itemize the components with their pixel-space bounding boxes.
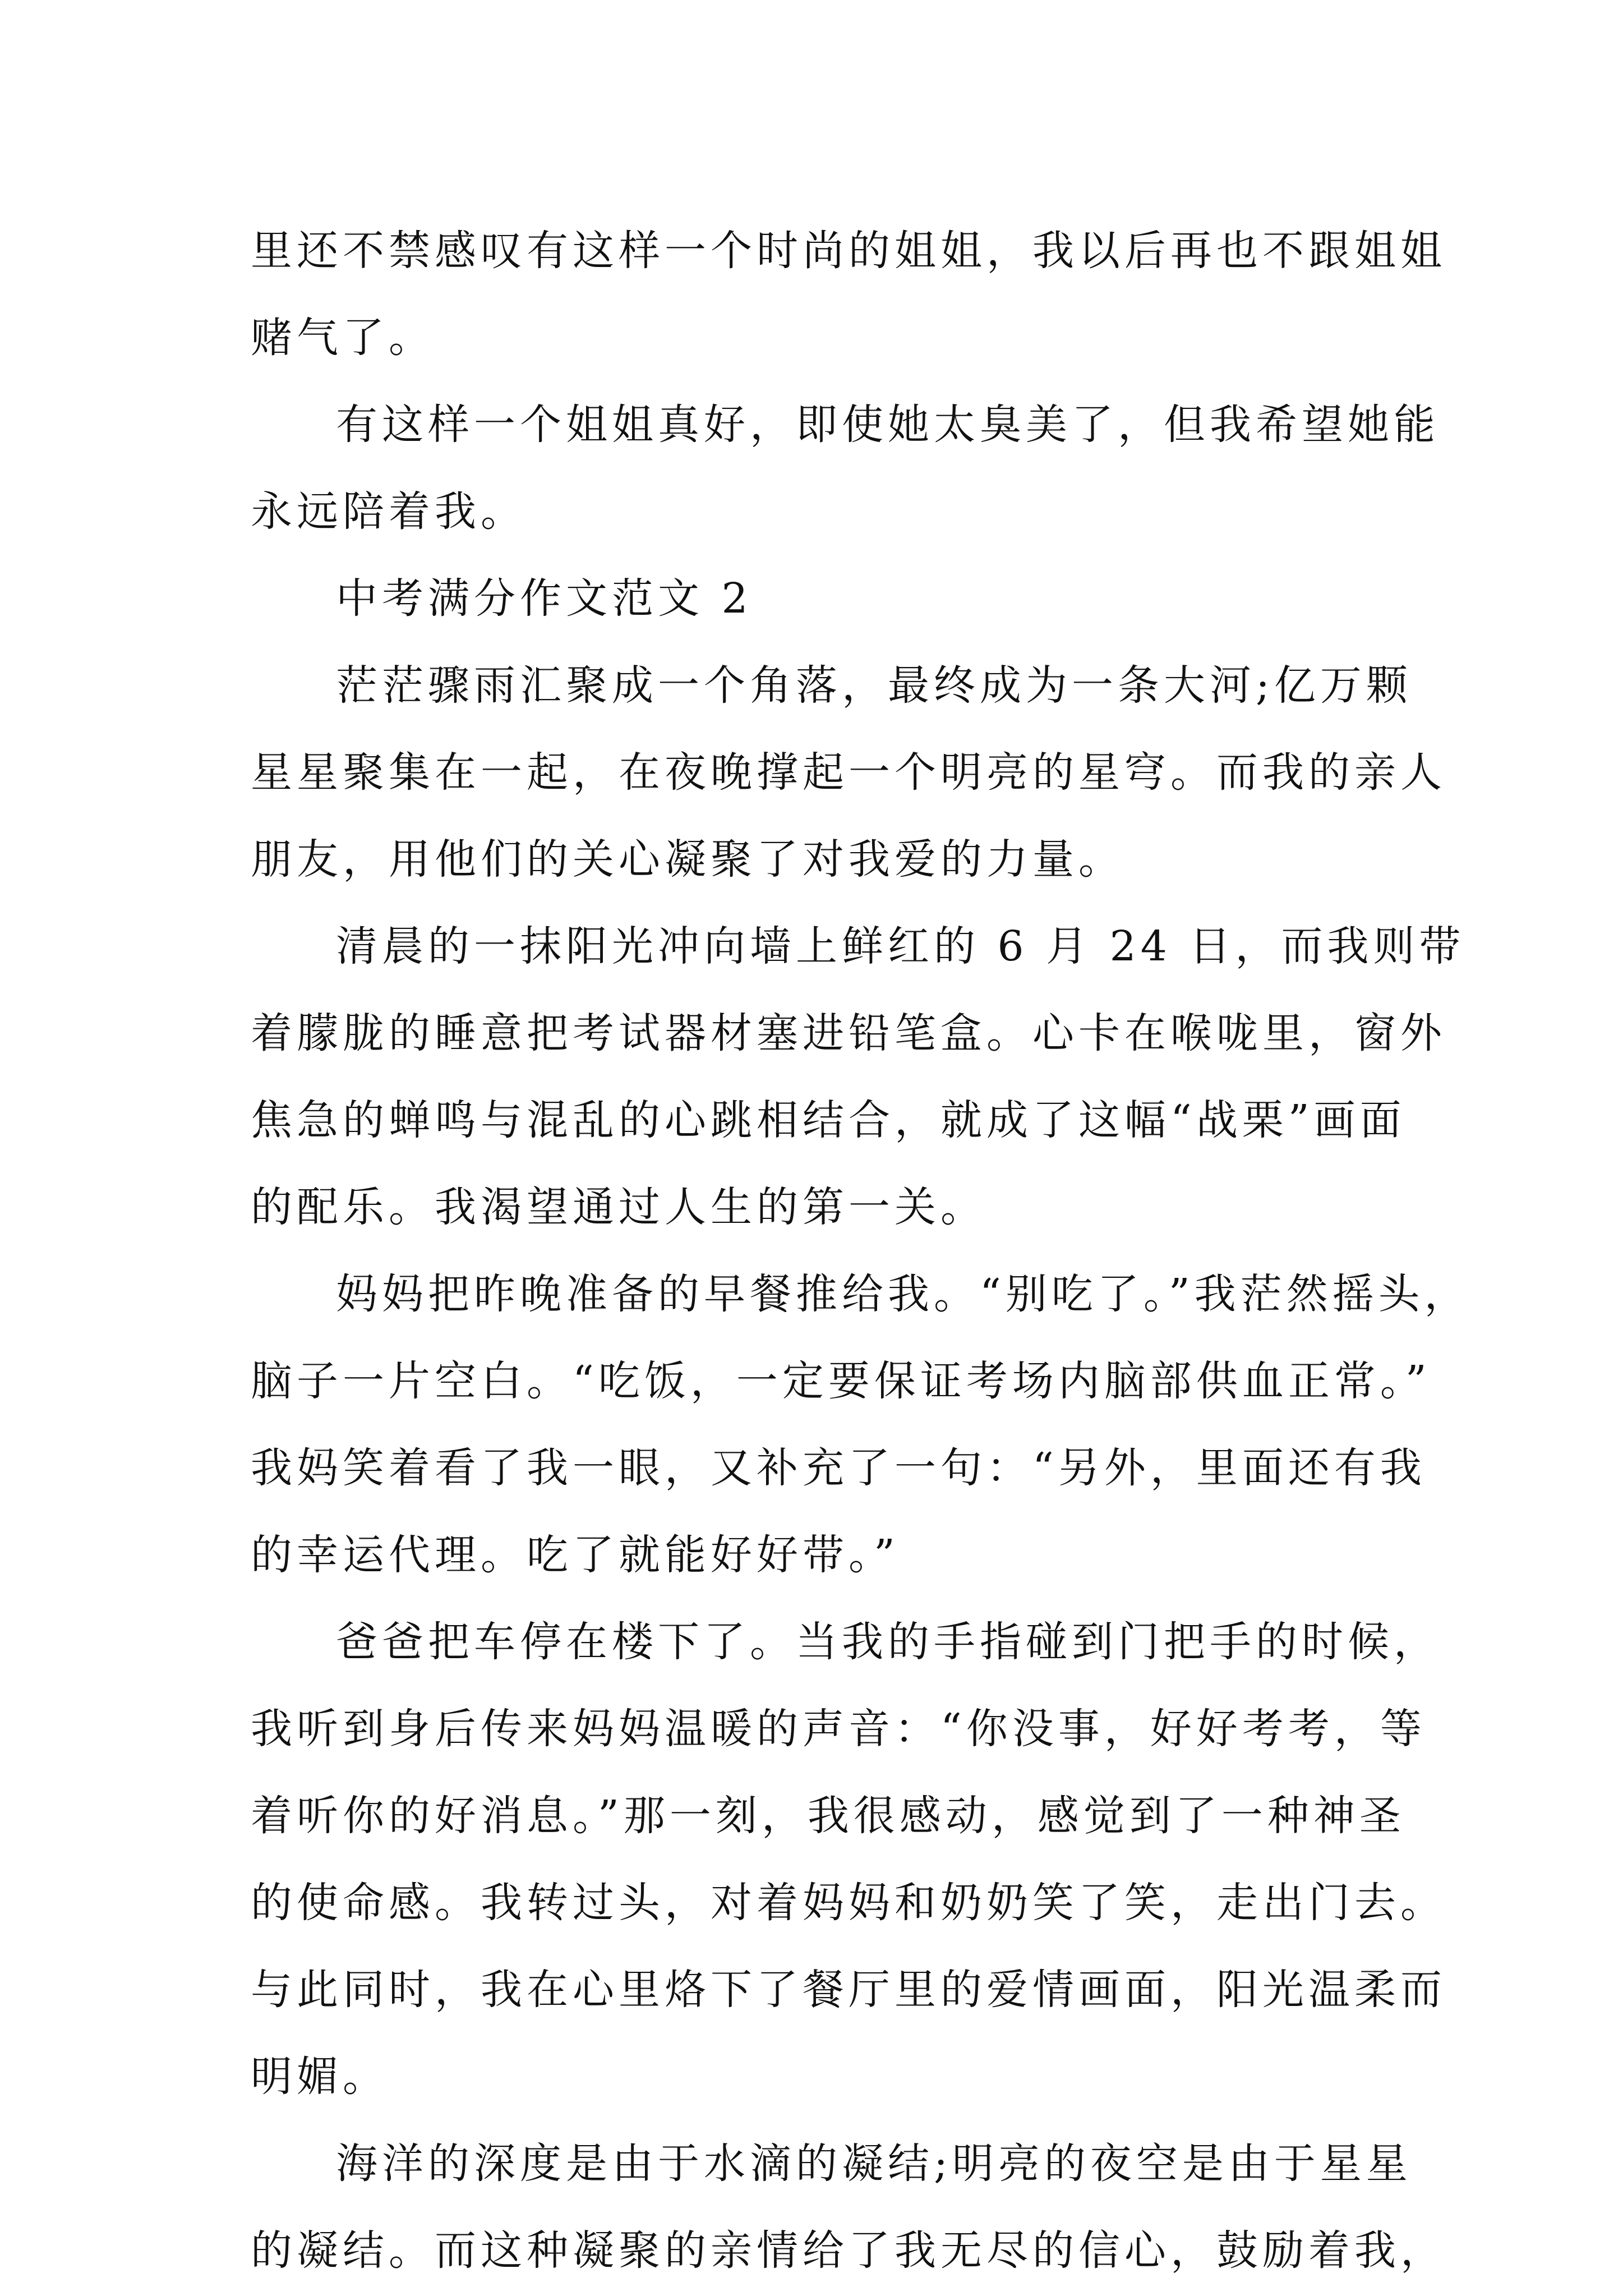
text-line: 我听到身后传来妈妈温暖的声音：“你没事，好好考考，等 (251, 1705, 1426, 1753)
text-line: 明媚。 (251, 2053, 389, 2101)
text-line: 焦急的蝉鸣与混乱的心跳相结合，就成了这幅“战栗”画面 (251, 1096, 1406, 1144)
paragraph-start-line: 海洋的深度是由于水滴的凝结;明亮的夜空是由于星星 (336, 2139, 1412, 2188)
text-line: 里还不禁感叹有这样一个时尚的姐姐，我以后再也不跟姐姐 (251, 227, 1446, 275)
paragraph-start-line: 清晨的一抹阳光冲向墙上鲜红的 6 月 24 日，而我则带 (336, 922, 1465, 970)
text-line: 的配乐。我渴望通过人生的第一关。 (251, 1183, 986, 1231)
paragraph-start-line: 茫茫骤雨汇聚成一个角落，最终成为一条大河;亿万颗 (336, 661, 1412, 710)
text-line: 我妈笑着看了我一眼，又补充了一句：“另外，里面还有我 (251, 1444, 1426, 1492)
text-line: 着朦胧的睡意把考试器材塞进铅笔盒。心卡在喉咙里，窗外 (251, 1009, 1446, 1057)
text-line: 的凝结。而这种凝聚的亲情给了我无尽的信心，鼓励着我， (251, 2226, 1446, 2275)
text-line: 与此同时，我在心里烙下了餐厅里的爱情画面，阳光温柔而 (251, 1966, 1446, 2014)
document-page (251, 208, 1470, 2294)
text-line: 的幸运代理。吃了就能好好带。” (251, 1531, 900, 1579)
section-heading: 中考满分作文范文 2 (336, 574, 753, 623)
text-line: 永远陪着我。 (251, 487, 527, 536)
paragraph-start-line: 爸爸把车停在楼下了。当我的手指碰到门把手的时候， (336, 1618, 1440, 1666)
paragraph-start-line: 妈妈把昨晚准备的早餐推给我。“别吃了。”我茫然摇头， (336, 1270, 1470, 1318)
text-line: 朋友，用他们的关心凝聚了对我爱的力量。 (251, 835, 1124, 884)
text-line: 赌气了。 (251, 314, 435, 362)
text-line: 的使命感。我转过头，对着妈妈和奶奶笑了笑，走出门去。 (251, 1879, 1446, 1927)
paragraph-start-line: 有这样一个姐姐真好，即使她太臭美了，但我希望她能 (336, 401, 1440, 449)
text-line: 脑子一片空白。“吃饭，一定要保证考场内脑部供血正常。” (251, 1357, 1431, 1405)
text-line: 着听你的好消息。”那一刻，我很感动，感觉到了一种神圣 (251, 1792, 1405, 1840)
text-line: 星星聚集在一起，在夜晚撑起一个明亮的星穹。而我的亲人 (251, 748, 1446, 797)
